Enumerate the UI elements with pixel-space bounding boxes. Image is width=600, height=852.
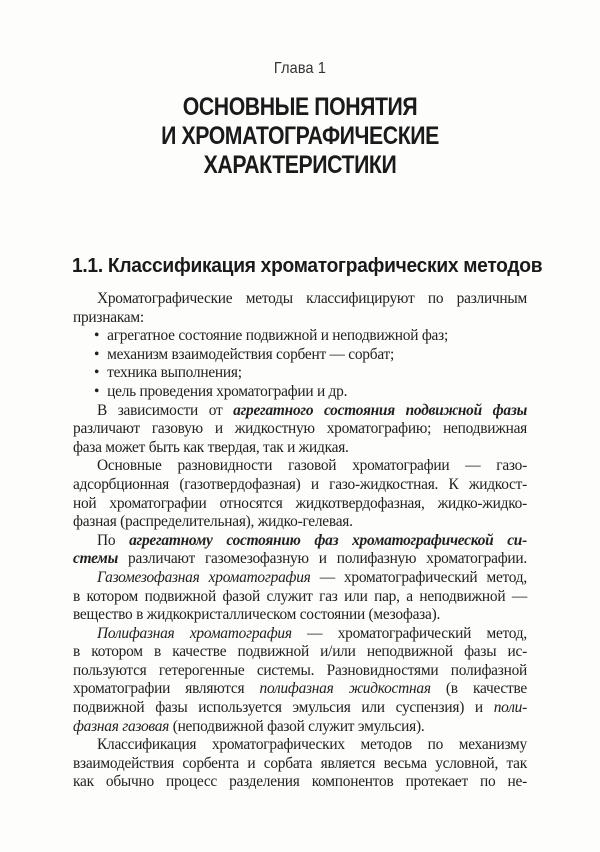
text-line <box>73 736 527 755</box>
text-segment: стемы <box>73 550 119 568</box>
text-line <box>73 569 527 588</box>
text-segment: как обычно процесс разделения компонентов протекает по не- <box>73 773 527 791</box>
text-segment: Хроматографические методы классифицируют по различным <box>97 290 527 307</box>
text-line <box>73 346 527 365</box>
text-segment: агрегатного состояния подвижной фазы <box>233 401 528 419</box>
text-segment: в котором в качестве подвижной и/или неподвижной фазы ис- <box>73 643 527 661</box>
text-segment: (в качестве <box>430 680 527 698</box>
text-line <box>73 755 527 774</box>
bullet-icon: • <box>94 382 100 400</box>
text-segment: По <box>97 531 130 549</box>
section-heading: 1.1. Классификация хроматографических методов <box>72 255 543 277</box>
text-segment: в котором подвижной фазой служит газ или пар, а неподвижной — <box>73 587 527 605</box>
text-segment: хроматографии являются <box>73 680 260 698</box>
text-line <box>73 402 527 421</box>
text-line <box>73 680 527 699</box>
text-segment: — хроматографический метод, <box>310 568 527 586</box>
text-segment: признакам: <box>73 308 144 326</box>
text-segment: механизм взаимодействия сорбент — сорбат; <box>107 345 395 363</box>
text-line <box>73 718 527 737</box>
text-segment: подвижной фазы используется эмульсия или суспензия) и <box>73 699 494 717</box>
text-line <box>73 532 527 551</box>
text-segment: фазная (распределительная), жидко-гелевая. <box>73 513 353 531</box>
text-line <box>73 290 527 309</box>
bullet-icon: • <box>94 327 100 345</box>
text-segment: фазная газовая <box>73 717 170 735</box>
text-segment: адсорбционная (газотвердофазная) и газо-жидкостная. К жидкост- <box>73 475 527 493</box>
text-line <box>73 606 527 625</box>
text-line <box>73 643 527 662</box>
text-line <box>73 439 527 458</box>
chapter-title-line: ХАРАКТЕРИСТИКИ <box>203 151 397 179</box>
text-line <box>73 364 527 383</box>
text-segment: техника выполнения; <box>107 364 242 382</box>
text-segment: фаза может быть как твердая, так и жидкая. <box>73 438 349 456</box>
text-line <box>73 662 527 681</box>
text-segment: Полифазная хроматография <box>97 624 292 642</box>
text-line <box>73 309 527 328</box>
chapter-label: Глава 1 <box>273 60 327 77</box>
text-segment: полифазная жидкостная <box>259 680 431 698</box>
text-segment: ной хроматографии относятся жидкотвердофазная, жидко-жидко- <box>73 494 527 512</box>
text-line <box>73 327 527 346</box>
text-segment: Газомезофазная хроматография <box>97 568 311 586</box>
text-line <box>73 457 527 476</box>
text-segment: пользуются гетерогенные системы. Разновидностями полифазной <box>73 661 527 679</box>
text-line <box>73 383 527 402</box>
text-segment: различают газомезофазную и полифазную хроматографии. <box>118 550 527 568</box>
text-line <box>73 699 527 718</box>
body-text <box>73 290 527 792</box>
text-line <box>73 420 527 439</box>
text-segment: цель проведения хроматографии и др. <box>107 382 348 400</box>
chapter-title <box>45 93 555 180</box>
bullet-icon: • <box>94 364 100 382</box>
text-segment: агрегатное состояние подвижной и неподвижной фаз; <box>107 327 448 345</box>
text-line <box>73 773 527 792</box>
text-line <box>73 550 527 569</box>
text-segment: — хроматографический метод, <box>291 624 527 642</box>
text-line <box>73 513 527 532</box>
text-segment: различают газовую и жидкостную хроматографию; неподвижная <box>73 420 527 438</box>
text-line <box>73 495 527 514</box>
bullet-icon: • <box>94 345 100 363</box>
text-segment: взаимодействия сорбента и сорбата является весьма условной, так <box>73 754 527 772</box>
chapter-title-line: ОСНОВНЫЕ ПОНЯТИЯ <box>182 93 418 121</box>
text-segment: вещество в жидкокристаллическом состоянии (мезофаза). <box>73 606 441 624</box>
text-line <box>73 625 527 644</box>
text-segment: В зависимости от <box>97 401 234 419</box>
text-line <box>73 476 527 495</box>
text-line <box>73 588 527 607</box>
text-segment: Классификация хроматографических методов по механизму <box>97 736 527 754</box>
text-segment: Основные разновидности газовой хроматографии — газо- <box>97 457 527 475</box>
text-segment: поли- <box>493 699 527 717</box>
text-segment: агрегатному состоянию фаз хроматографической си- <box>129 531 527 549</box>
text-segment: (неподвижной фазой служит эмульсия). <box>169 717 425 735</box>
chapter-title-line: И ХРОМАТОГРАФИЧЕСКИЕ <box>161 122 439 150</box>
